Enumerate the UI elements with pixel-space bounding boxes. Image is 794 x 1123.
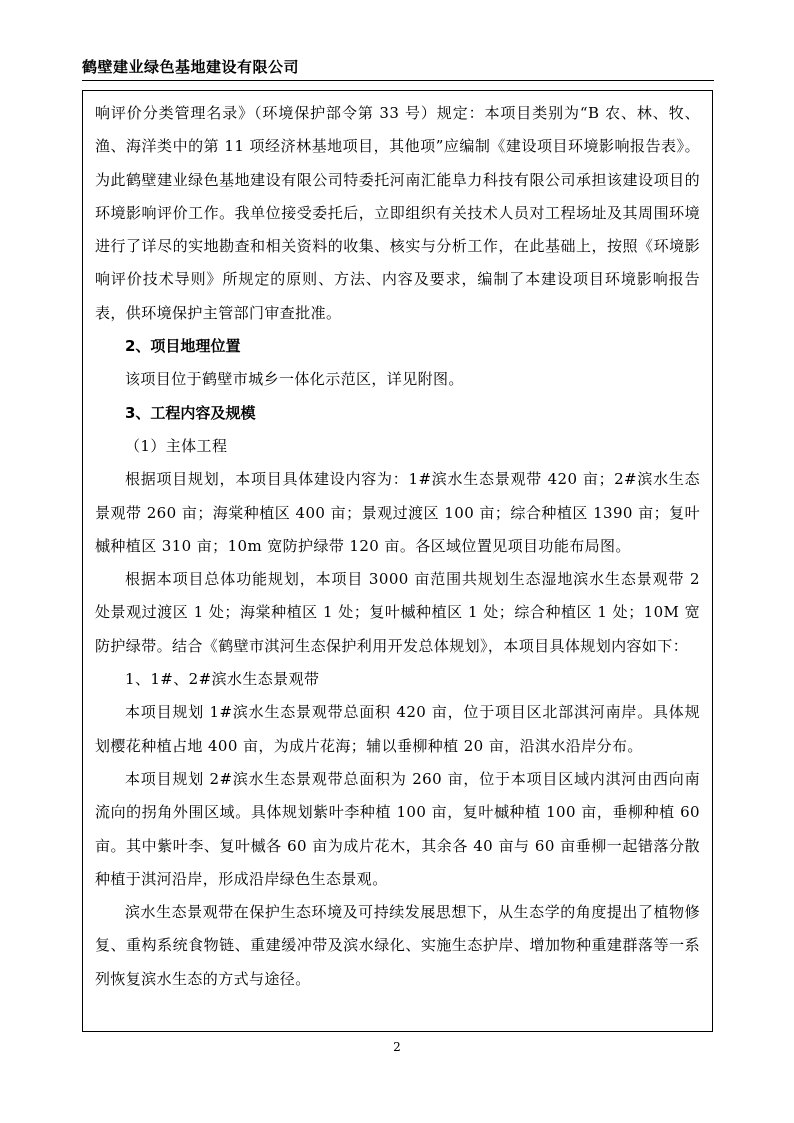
heading-engineering-content: 3、工程内容及规模 xyxy=(125,403,256,422)
subheading-main-works: （1）主体工程 xyxy=(125,436,228,455)
paragraph-functional-plan: 根据本项目总体功能规划，本项目 3000 亩范围共规划生态湿地滨水生态景观带 2 处景观过渡区 1 处；海棠种植区 1 处；复叶槭种植区 1 处；综合种植区 1 处；10M 宽防护绿带。结合《鹤壁市淇河生态保护利用开发总体规划》，本项目具体规划内容如下： xyxy=(95,570,700,655)
paragraph-ecology-measures: 滨水生态景观带在保护生态环境及可持续发展思想下，从生态学的角度提出了植物修复、重构系统食物链、重建缓冲带及滨水绿化、实施生态护岸、增加物种重建群落等一系列恢复滨水生态的方式与途径。 xyxy=(95,903,700,988)
paragraph-belt-2: 本项目规划 2#滨水生态景观带总面积为 260 亩，位于本项目区域内淇河由西向南流向的拐角外围区域。具体规划紫叶李种植 100 亩，复叶槭种植 100 亩，垂柳种植 60 亩。其中紫叶李、复叶槭各 60 亩为成片花木，其余各 40 亩与 60 亩垂柳一起错落分散种植于淇河沿岸，形成沿岸绿色生态景观。 xyxy=(95,769,700,888)
content-box xyxy=(82,90,713,1032)
company-header: 鹤壁建业绿色基地建设有限公司 xyxy=(82,58,300,76)
paragraph-construction-content: 根据项目规划，本项目具体建设内容为：1#滨水生态景观带 420 亩；2#滨水生态景观带 260 亩；海棠种植区 400 亩；景观过渡区 100 亩；综合种植区 1390 亩；复叶槭种植区 310 亩；10m 宽防护绿带 120 亩。各区域位置见项目功能布局图。 xyxy=(95,470,700,555)
paragraph-belt-1: 本项目规划 1#滨水生态景观带总面积 420 亩，位于项目区北部淇河南岸。具体规划樱花种植占地 400 亩，为成片花海；辅以垂柳种植 20 亩，沿淇水沿岸分布。 xyxy=(95,703,700,755)
header-rule xyxy=(82,80,714,81)
heading-project-location: 2、项目地理位置 xyxy=(125,337,241,356)
page-number: 2 xyxy=(393,1040,401,1054)
paragraph-assessment-intro: 响评价分类管理名录》（环境保护部令第 33 号）规定：本项目类别为“B 农、林、牧、渔、海洋类中的第 11 项经济林基地项目，其他项”应编制《建设项目环境影响报告表》。为此鹤壁建业绿色基地建设有限公司特委托河南汇能阜力科技有限公司承担该建设项目的环境影响评价工作。我单位接受委托后，立即组织有关技术人员对工程场址及其周围环境进行了详尽的实地勘查和相关资料的收集、核实与分析工作，在此基础上，按照《环境影响评价技术导则》所规定的原则、方法、内容及要求，编制了本建设项目环境影响报告表，供环境保护主管部门审查批准。 xyxy=(95,104,700,322)
subheading-waterfront-belts: 1、1#、2#滨水生态景观带 xyxy=(125,670,320,689)
paragraph-location: 该项目位于鹤壁市城乡一体化示范区，详见附图。 xyxy=(125,370,464,389)
